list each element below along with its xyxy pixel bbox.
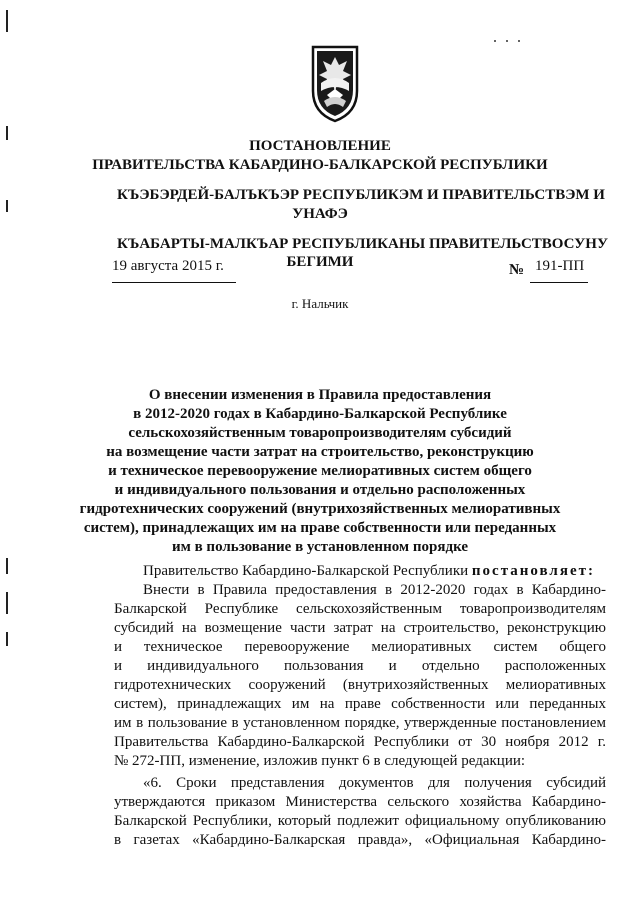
scan-mark-left-3 <box>6 558 8 574</box>
preamble <box>143 562 595 581</box>
body-line: в газетах «Кабардино-Балкарская правда», «Официальная Кабардино- <box>114 832 606 848</box>
title-kabardian-1: КЪЭБЭРДЕЙ-БАЛЪКЪЭР РЕСПУБЛИКЭМ И ПРАВИТЕЛЬСТВЭМ И <box>117 187 605 203</box>
city: г. Нальчик <box>291 296 349 311</box>
body-line: № 272-ПП, изменение, изложив пункт 6 в следующей редакции: <box>114 753 526 769</box>
decree-word: постановляет: <box>471 563 595 579</box>
date-underline <box>112 282 236 283</box>
subject-line: сельскохозяйственным товаропроизводителям субсидий <box>128 425 512 441</box>
body-line: Балкарской Республики, который подлежит официальному опубликованию <box>114 813 606 829</box>
body-line: им в пользование в установленном порядке, утвержденные постановлением <box>114 715 606 731</box>
subject-line: О внесении изменения в Правила предоставления <box>148 387 492 403</box>
number-sign: № <box>509 262 525 278</box>
subject-line: и техническое перевооружение мелиоративных систем общего <box>108 463 532 479</box>
body-line: и техническое перевооружение мелиоративных систем общего <box>114 639 606 655</box>
scan-dot <box>494 40 496 42</box>
scan-dot <box>518 40 520 42</box>
subject-line: систем), принадлежащих им на праве собственности или переданных <box>83 520 557 536</box>
preamble-text: Правительство Кабардино-Балкарской Республики <box>143 563 469 579</box>
scan-dot <box>506 40 508 42</box>
subject-line: и индивидуального пользования и отдельно расположенных <box>114 482 526 498</box>
title-balkar-2: БЕГИМИ <box>286 254 354 270</box>
scan-mark-left-5 <box>6 632 8 646</box>
subject-line: им в пользование в установленном порядке <box>171 539 469 555</box>
body-line: Правительства Кабардино-Балкарской Республики от 30 ноября 2012 г. <box>114 734 606 750</box>
subject-line: на возмещение части затрат на строительство, реконструкцию <box>106 444 534 460</box>
title-balkar-1: КЪАБАРТЫ-МАЛКЪАР РЕСПУБЛИКАНЫ ПРАВИТЕЛЬСТВОСУНУ <box>117 236 608 252</box>
body-line: систем), принадлежащих им на праве собственности или переданных <box>114 696 606 712</box>
body-line: Внести в Правила предоставления в 2012-2020 годах в Кабардино- <box>143 582 606 598</box>
document-number: 191-ПП <box>535 258 585 274</box>
body-line: субсидий на возмещение части затрат на строительство, реконструкцию <box>114 620 606 636</box>
title-government: ПРАВИТЕЛЬСТВА КАБАРДИНО-БАЛКАРСКОЙ РЕСПУБЛИКИ <box>92 157 548 173</box>
body-line: Балкарской Республике сельскохозяйственным товаропроизводителям <box>114 601 606 617</box>
scan-mark-left-top <box>6 10 8 32</box>
body-line: и индивидуального пользования и отдельно расположенных <box>114 658 606 674</box>
number-underline <box>530 282 588 283</box>
body-line: гидротехнических сооружений (внутрихозяйственных мелиоративных <box>114 677 606 693</box>
title-kabardian-2: УНАФЭ <box>292 206 348 222</box>
title-postanovlenie: ПОСТАНОВЛЕНИЕ <box>249 138 391 154</box>
body-line: утверждаются приказом Министерства сельского хозяйства Кабардино- <box>114 794 606 810</box>
subject-line: гидротехнических сооружений (внутрихозяйственных мелиоративных <box>79 501 561 517</box>
coat-of-arms-icon <box>307 43 363 123</box>
document-date: 19 августа 2015 г. <box>112 258 224 274</box>
body-line: «6. Сроки представления документов для получения субсидий <box>143 775 606 791</box>
subject-line: в 2012-2020 годах в Кабардино-Балкарской Республике <box>133 406 507 422</box>
scan-mark-left-4 <box>6 592 8 614</box>
subject-block <box>0 386 640 557</box>
